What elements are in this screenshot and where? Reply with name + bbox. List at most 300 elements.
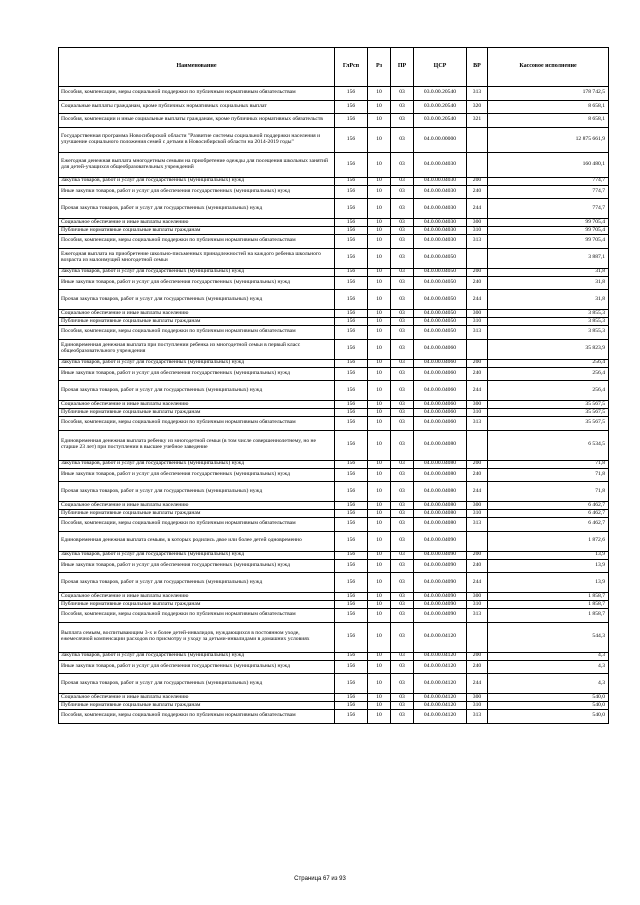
table-body [59, 87, 609, 724]
cell-pr: 03 [391, 601, 414, 609]
header-vr: ВР [467, 48, 488, 87]
cell-rz: 10 [368, 674, 391, 694]
cell-name: Социальное обеспечение и иные выплаты населению [59, 401, 335, 409]
cell-rz: 10 [368, 127, 391, 152]
cell-name: Пособия, компенсации, меры социальной поддержки по публичным нормативным обязательствам [59, 710, 335, 724]
cell-csr: 04.0.00.04060 [414, 409, 467, 417]
cell-amount: 160 480,1 [488, 152, 609, 177]
cell-amount: 3 855,3 [488, 318, 609, 326]
cell-grbs: 156 [335, 674, 368, 694]
cell-csr: 04.0.00.04060 [414, 401, 467, 409]
cell-name: Пособия, компенсации, меры социальной поддержки по публичным нормативным обязательствам [59, 609, 335, 623]
cell-csr: 04.0.00.04120 [414, 622, 467, 652]
cell-name: Прочая закупка товаров, работ и услуг для государственных (муниципальных) нужд [59, 290, 335, 310]
cell-name: Прочая закупка товаров, работ и услуг для государственных (муниципальных) нужд [59, 199, 335, 219]
cell-name: Единовременная денежная выплата семьям, в которых родились двое или более детей одновременно [59, 531, 335, 551]
cell-grbs: 156 [335, 601, 368, 609]
cell-pr: 03 [391, 177, 414, 185]
cell-vr: 240 [467, 468, 488, 482]
cell-rz: 10 [368, 660, 391, 674]
cell-name: Публичные нормативные социальные выплаты гражданам [59, 409, 335, 417]
table-row [59, 609, 609, 623]
cell-rz: 10 [368, 367, 391, 381]
cell-vr: 200 [467, 177, 488, 185]
cell-pr: 03 [391, 310, 414, 318]
cell-grbs: 156 [335, 381, 368, 401]
cell-rz: 10 [368, 219, 391, 227]
cell-rz: 10 [368, 531, 391, 551]
table-row [59, 276, 609, 290]
cell-csr: 04.0.00.04030 [414, 199, 467, 219]
cell-amount: 13,9 [488, 551, 609, 559]
cell-amount: 6 462,7 [488, 510, 609, 518]
cell-pr: 03 [391, 518, 414, 532]
page-number: Страница 67 из 93 [294, 876, 346, 882]
table-row [59, 401, 609, 409]
cell-vr: 310 [467, 409, 488, 417]
cell-csr: 04.0.00.04120 [414, 702, 467, 710]
cell-vr: 310 [467, 318, 488, 326]
cell-grbs: 156 [335, 87, 368, 101]
cell-csr: 04.0.00.04120 [414, 694, 467, 702]
cell-vr: 244 [467, 674, 488, 694]
cell-csr: 03.0.00.20540 [414, 87, 467, 101]
cell-pr: 03 [391, 114, 414, 128]
header-pr: ПР [391, 48, 414, 87]
cell-vr: 240 [467, 185, 488, 199]
cell-pr: 03 [391, 652, 414, 660]
cell-pr: 03 [391, 199, 414, 219]
cell-name: Прочая закупка товаров, работ и услуг для государственных (муниципальных) нужд [59, 573, 335, 593]
cell-amount: 35 567,5 [488, 401, 609, 409]
table-row [59, 381, 609, 401]
cell-vr: 244 [467, 290, 488, 310]
cell-pr: 03 [391, 401, 414, 409]
cell-amount: 6 534,5 [488, 430, 609, 460]
cell-name: Иные закупки товаров, работ и услуг для обеспечения государственных (муниципальных) нужд [59, 468, 335, 482]
cell-amount: 35 823,9 [488, 339, 609, 359]
table-row [59, 593, 609, 601]
cell-name: Закупка товаров, работ и услуг для государственных (муниципальных) нужд [59, 268, 335, 276]
cell-pr: 03 [391, 468, 414, 482]
cell-name: Публичные нормативные социальные выплаты гражданам [59, 510, 335, 518]
cell-vr: 200 [467, 551, 488, 559]
cell-name: Пособия, компенсации, меры социальной поддержки по публичным нормативным обязательствам [59, 417, 335, 431]
cell-amount: 8 658,1 [488, 100, 609, 114]
cell-name: Иные закупки товаров, работ и услуг для обеспечения государственных (муниципальных) нужд [59, 367, 335, 381]
cell-name: Публичные нормативные социальные выплаты гражданам [59, 702, 335, 710]
cell-pr: 03 [391, 551, 414, 559]
cell-pr: 03 [391, 593, 414, 601]
cell-rz: 10 [368, 622, 391, 652]
cell-csr: 04.0.00.04060 [414, 417, 467, 431]
table-row [59, 559, 609, 573]
cell-vr: 313 [467, 235, 488, 249]
cell-amount: 3 855,3 [488, 310, 609, 318]
cell-name: Прочая закупка товаров, работ и услуг для государственных (муниципальных) нужд [59, 381, 335, 401]
cell-pr: 03 [391, 430, 414, 460]
cell-grbs: 156 [335, 502, 368, 510]
cell-vr: 313 [467, 326, 488, 340]
table-header-row [59, 48, 609, 87]
cell-pr: 03 [391, 381, 414, 401]
cell-amount: 774,7 [488, 185, 609, 199]
cell-pr: 03 [391, 417, 414, 431]
table-row [59, 185, 609, 199]
cell-amount: 31,8 [488, 268, 609, 276]
cell-csr: 04.0.00.04090 [414, 531, 467, 551]
header-name: Наименование [59, 48, 335, 87]
table-row [59, 310, 609, 318]
header-csr: ЦСР [414, 48, 467, 87]
cell-name: Пособия, компенсации, меры социальной поддержки по публичным нормативным обязательствам [59, 235, 335, 249]
cell-vr: 300 [467, 694, 488, 702]
cell-vr: 240 [467, 559, 488, 573]
cell-pr: 03 [391, 559, 414, 573]
cell-pr: 03 [391, 622, 414, 652]
cell-grbs: 156 [335, 702, 368, 710]
cell-vr: 313 [467, 710, 488, 724]
cell-grbs: 156 [335, 367, 368, 381]
cell-name: Социальное обеспечение и иные выплаты населению [59, 502, 335, 510]
cell-csr: 04.0.00.04060 [414, 381, 467, 401]
table-row [59, 674, 609, 694]
cell-csr: 04.0.00.04030 [414, 235, 467, 249]
cell-name: Прочая закупка товаров, работ и услуг для государственных (муниципальных) нужд [59, 674, 335, 694]
cell-pr: 03 [391, 227, 414, 235]
cell-name: Закупка товаров, работ и услуг для государственных (муниципальных) нужд [59, 177, 335, 185]
header-rz: Рз [368, 48, 391, 87]
cell-csr: 04.0.00.04080 [414, 510, 467, 518]
cell-amount: 1 858,7 [488, 601, 609, 609]
cell-grbs: 156 [335, 710, 368, 724]
cell-name: Пособия, компенсации, меры социальной поддержки по публичным нормативным обязательствам [59, 326, 335, 340]
cell-name: Иные закупки товаров, работ и услуг для обеспечения государственных (муниципальных) нужд [59, 276, 335, 290]
cell-amount: 178 742,5 [488, 87, 609, 101]
cell-grbs: 156 [335, 652, 368, 660]
table-row [59, 100, 609, 114]
cell-rz: 10 [368, 694, 391, 702]
cell-grbs: 156 [335, 559, 368, 573]
cell-csr: 04.0.00.04090 [414, 573, 467, 593]
cell-amount: 8 658,1 [488, 114, 609, 128]
cell-grbs: 156 [335, 199, 368, 219]
cell-grbs: 156 [335, 290, 368, 310]
cell-vr: 310 [467, 601, 488, 609]
cell-vr: 200 [467, 359, 488, 367]
cell-grbs: 156 [335, 417, 368, 431]
cell-amount: 99 705,4 [488, 235, 609, 249]
cell-amount: 99 705,4 [488, 227, 609, 235]
cell-rz: 10 [368, 468, 391, 482]
cell-csr: 04.0.00.04090 [414, 609, 467, 623]
cell-grbs: 156 [335, 482, 368, 502]
cell-vr: 240 [467, 276, 488, 290]
cell-grbs: 156 [335, 694, 368, 702]
cell-vr: 300 [467, 593, 488, 601]
cell-csr: 04.0.00.04030 [414, 219, 467, 227]
cell-vr: 200 [467, 652, 488, 660]
cell-pr: 03 [391, 100, 414, 114]
cell-vr: 320 [467, 100, 488, 114]
cell-amount: 6 462,7 [488, 502, 609, 510]
cell-rz: 10 [368, 510, 391, 518]
cell-name: Закупка товаров, работ и услуг для государственных (муниципальных) нужд [59, 359, 335, 367]
cell-amount: 35 567,5 [488, 409, 609, 417]
cell-rz: 10 [368, 199, 391, 219]
cell-name: Закупка товаров, работ и услуг для государственных (муниципальных) нужд [59, 460, 335, 468]
cell-vr: 300 [467, 219, 488, 227]
cell-amount: 13,9 [488, 573, 609, 593]
cell-grbs: 156 [335, 518, 368, 532]
cell-pr: 03 [391, 660, 414, 674]
cell-grbs: 156 [335, 510, 368, 518]
header-grbs: ГлРсп [335, 48, 368, 87]
cell-csr: 04.0.00.04120 [414, 710, 467, 724]
cell-rz: 10 [368, 235, 391, 249]
cell-csr: 04.0.00.00000 [414, 127, 467, 152]
cell-grbs: 156 [335, 401, 368, 409]
table-row [59, 127, 609, 152]
cell-pr: 03 [391, 185, 414, 199]
cell-vr: 200 [467, 268, 488, 276]
table-row [59, 622, 609, 652]
table-row [59, 199, 609, 219]
cell-name: Выплата семьям, воспитывающим 3-х и более детей-инвалидов, нуждающихся в постоянном уходе, ежемесячной компенсации расходов по присмотру и уходу за детьми-инвалидами в домашних условиях [59, 622, 335, 652]
table-row [59, 660, 609, 674]
cell-amount: 540,0 [488, 710, 609, 724]
cell-grbs: 156 [335, 318, 368, 326]
cell-vr [467, 127, 488, 152]
cell-pr: 03 [391, 87, 414, 101]
cell-vr: 240 [467, 367, 488, 381]
cell-pr: 03 [391, 276, 414, 290]
cell-vr: 310 [467, 227, 488, 235]
cell-grbs: 156 [335, 127, 368, 152]
cell-csr: 03.0.00.20540 [414, 100, 467, 114]
cell-pr: 03 [391, 127, 414, 152]
cell-csr: 04.0.00.04050 [414, 276, 467, 290]
table-row [59, 409, 609, 417]
cell-rz: 10 [368, 268, 391, 276]
table-row [59, 482, 609, 502]
cell-csr: 03.0.00.20540 [414, 114, 467, 128]
cell-amount: 544,3 [488, 622, 609, 652]
cell-amount: 4,3 [488, 660, 609, 674]
cell-amount: 31,8 [488, 276, 609, 290]
cell-name: Социальное обеспечение и иные выплаты населению [59, 310, 335, 318]
cell-csr: 04.0.00.04050 [414, 310, 467, 318]
cell-csr: 04.0.00.04090 [414, 559, 467, 573]
cell-amount: 3 855,3 [488, 326, 609, 340]
table-row [59, 518, 609, 532]
cell-rz: 10 [368, 276, 391, 290]
cell-name: Пособия, компенсации, меры социальной поддержки по публичным нормативным обязательствам [59, 518, 335, 532]
cell-grbs: 156 [335, 310, 368, 318]
cell-vr: 300 [467, 502, 488, 510]
cell-name: Пособия, компенсации и иные социальные выплаты гражданам, кроме публичных нормативных обязательств [59, 114, 335, 128]
table-row [59, 359, 609, 367]
table-row [59, 219, 609, 227]
cell-rz: 10 [368, 339, 391, 359]
cell-rz: 10 [368, 652, 391, 660]
cell-vr [467, 152, 488, 177]
cell-csr: 04.0.00.04120 [414, 652, 467, 660]
cell-name: Иные закупки товаров, работ и услуг для обеспечения государственных (муниципальных) нужд [59, 559, 335, 573]
table-row [59, 152, 609, 177]
table-row [59, 710, 609, 724]
cell-rz: 10 [368, 87, 391, 101]
cell-grbs: 156 [335, 551, 368, 559]
table-row [59, 227, 609, 235]
cell-grbs: 156 [335, 326, 368, 340]
cell-rz: 10 [368, 359, 391, 367]
cell-amount: 256,4 [488, 381, 609, 401]
cell-csr: 04.0.00.04080 [414, 468, 467, 482]
cell-amount: 71,8 [488, 460, 609, 468]
cell-name: Единовременная денежная выплата ребенку из многодетной семьи (в том числе совершеннолетнему, но не старше 23 лет) при поступлении в высшее учебное заведение [59, 430, 335, 460]
cell-amount: 99 705,4 [488, 219, 609, 227]
cell-amount: 1 858,7 [488, 609, 609, 623]
cell-vr: 244 [467, 573, 488, 593]
cell-name: Иные закупки товаров, работ и услуг для обеспечения государственных (муниципальных) нужд [59, 185, 335, 199]
cell-name: Публичные нормативные социальные выплаты гражданам [59, 318, 335, 326]
cell-rz: 10 [368, 482, 391, 502]
table-row [59, 318, 609, 326]
cell-rz: 10 [368, 100, 391, 114]
cell-amount: 540,0 [488, 694, 609, 702]
cell-name: Социальное обеспечение и иные выплаты населению [59, 219, 335, 227]
cell-name: Социальные выплаты гражданам, кроме публичных нормативных социальных выплат [59, 100, 335, 114]
cell-amount: 6 462,7 [488, 518, 609, 532]
table-row [59, 502, 609, 510]
table-row [59, 430, 609, 460]
cell-amount: 540,0 [488, 702, 609, 710]
cell-rz: 10 [368, 409, 391, 417]
cell-rz: 10 [368, 518, 391, 532]
cell-rz: 10 [368, 502, 391, 510]
cell-vr: 313 [467, 518, 488, 532]
cell-name: Пособия, компенсации, меры социальной поддержки по публичным нормативным обязательствам [59, 87, 335, 101]
table-row [59, 87, 609, 101]
cell-rz: 10 [368, 573, 391, 593]
table-row [59, 531, 609, 551]
cell-grbs: 156 [335, 593, 368, 601]
cell-grbs: 156 [335, 468, 368, 482]
cell-pr: 03 [391, 573, 414, 593]
cell-grbs: 156 [335, 152, 368, 177]
cell-rz: 10 [368, 318, 391, 326]
cell-grbs: 156 [335, 531, 368, 551]
cell-amount: 4,3 [488, 652, 609, 660]
header-amount: Кассовое исполнение [488, 48, 609, 87]
table-row [59, 694, 609, 702]
cell-rz: 10 [368, 601, 391, 609]
cell-pr: 03 [391, 710, 414, 724]
cell-name: Социальное обеспечение и иные выплаты населению [59, 694, 335, 702]
cell-name: Социальное обеспечение и иные выплаты населению [59, 593, 335, 601]
cell-csr: 04.0.00.04030 [414, 185, 467, 199]
cell-rz: 10 [368, 401, 391, 409]
cell-amount: 256,4 [488, 359, 609, 367]
cell-rz: 10 [368, 177, 391, 185]
cell-vr: 313 [467, 417, 488, 431]
cell-grbs: 156 [335, 430, 368, 460]
cell-amount: 13,9 [488, 559, 609, 573]
cell-vr: 244 [467, 199, 488, 219]
cell-rz: 10 [368, 290, 391, 310]
table-row [59, 326, 609, 340]
cell-grbs: 156 [335, 268, 368, 276]
cell-name: Ежегодная денежная выплата многодетным семьям на приобретение одежды для посещения школьных занятий для детей-учащихся общеобразовательных учреждений [59, 152, 335, 177]
cell-csr: 04.0.00.04050 [414, 318, 467, 326]
cell-vr [467, 622, 488, 652]
cell-csr: 04.0.00.04050 [414, 248, 467, 268]
cell-rz: 10 [368, 326, 391, 340]
cell-rz: 10 [368, 430, 391, 460]
cell-pr: 03 [391, 318, 414, 326]
cell-vr: 310 [467, 510, 488, 518]
cell-amount: 3 887,1 [488, 248, 609, 268]
cell-grbs: 156 [335, 460, 368, 468]
cell-grbs: 156 [335, 227, 368, 235]
table-row [59, 573, 609, 593]
cell-grbs: 156 [335, 248, 368, 268]
table-row [59, 177, 609, 185]
cell-amount: 1 872,6 [488, 531, 609, 551]
cell-pr: 03 [391, 694, 414, 702]
cell-rz: 10 [368, 551, 391, 559]
cell-vr: 313 [467, 87, 488, 101]
cell-csr: 04.0.00.04090 [414, 593, 467, 601]
table-row [59, 367, 609, 381]
cell-rz: 10 [368, 559, 391, 573]
cell-rz: 10 [368, 417, 391, 431]
cell-grbs: 156 [335, 660, 368, 674]
cell-csr: 04.0.00.04050 [414, 326, 467, 340]
cell-csr: 04.0.00.04120 [414, 660, 467, 674]
cell-name: Ежегодная выплата на приобретение школьно-письменных принадлежностей на каждого ребенка школьного возраста из малоимущей многодетной семьи [59, 248, 335, 268]
cell-amount: 1 858,7 [488, 593, 609, 601]
cell-vr: 300 [467, 310, 488, 318]
cell-grbs: 156 [335, 114, 368, 128]
table-row [59, 235, 609, 249]
cell-name: Единовременная денежная выплата при поступлении ребенка из многодетной семьи в первый класс общеобразовательного учреждения [59, 339, 335, 359]
cell-pr: 03 [391, 268, 414, 276]
cell-pr: 03 [391, 152, 414, 177]
cell-csr: 04.0.00.04090 [414, 551, 467, 559]
cell-csr: 04.0.00.04060 [414, 339, 467, 359]
cell-csr: 04.0.00.04030 [414, 227, 467, 235]
cell-amount: 774,7 [488, 177, 609, 185]
cell-csr: 04.0.00.04090 [414, 601, 467, 609]
cell-pr: 03 [391, 359, 414, 367]
budget-execution-table [58, 47, 609, 724]
cell-amount: 4,3 [488, 674, 609, 694]
cell-rz: 10 [368, 114, 391, 128]
cell-pr: 03 [391, 339, 414, 359]
table-row [59, 114, 609, 128]
cell-amount: 31,8 [488, 290, 609, 310]
table-row [59, 417, 609, 431]
cell-name: Иные закупки товаров, работ и услуг для обеспечения государственных (муниципальных) нужд [59, 660, 335, 674]
table-row [59, 551, 609, 559]
cell-vr: 240 [467, 660, 488, 674]
cell-name: Публичные нормативные социальные выплаты гражданам [59, 601, 335, 609]
cell-pr: 03 [391, 502, 414, 510]
cell-csr: 04.0.00.04030 [414, 177, 467, 185]
cell-grbs: 156 [335, 622, 368, 652]
